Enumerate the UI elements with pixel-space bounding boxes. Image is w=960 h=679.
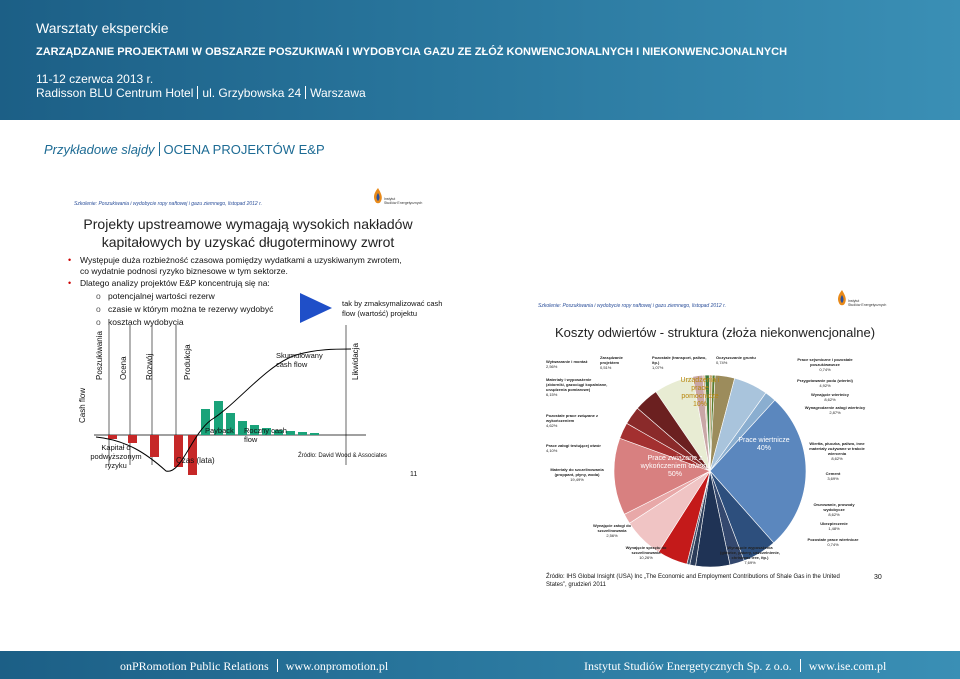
- cumulative-label: Skumulowany cash flow: [276, 351, 323, 369]
- payback-label: Payback: [205, 426, 234, 435]
- footer-left: [120, 659, 388, 674]
- pie-label: Materiały i wyposażenie (zbiorniki, gazociągi kopalniane, urządzenia pomiarowe) 6,15%: [546, 377, 608, 397]
- header-banner: [0, 0, 960, 120]
- pie-label: Cement 3,69%: [825, 471, 841, 481]
- pie-inner-label: Urządzenia i prace pomocnicze 10%: [680, 377, 720, 408]
- capital-label: Kapitał o podwyższonym ryzyku: [90, 443, 142, 470]
- sub-item-3: o kosztach wydobycia: [96, 317, 184, 327]
- cashflow-bar: [150, 435, 159, 457]
- footer-right-org: Instytut Studiów Energetycznych Sp. z o.o.: [584, 659, 792, 673]
- bullet-2-text: Dlatego analizy projektów E&P koncentrują się na:: [80, 278, 270, 288]
- y-axis-label: Cash flow: [78, 387, 87, 423]
- pie-label: Pozostałe prace wiertnicze 0,74%: [807, 537, 859, 547]
- phase-label: Rozwój: [145, 353, 154, 380]
- logo-line2: Studiów Energetycznych: [384, 201, 423, 205]
- pie-label: Wynajęcie wyposażenia (głowice, pakery, uszczelnienie, christmas tree, itp.) 7,69%: [720, 545, 780, 565]
- event-venue: [36, 86, 366, 100]
- slide-thumbnail-1[interactable]: [66, 185, 443, 480]
- logo-line2: Studiów Energetycznych: [848, 303, 887, 307]
- cashflow-bar: [310, 433, 319, 435]
- logo-line1: Instytut: [384, 197, 396, 201]
- annual-label: Roczny cash flow: [244, 426, 287, 444]
- slide1-course: Szkolenie: Poszukiwania i wydobycie ropy naftowej i gazu ziemnego, listopad 2012 r.: [74, 201, 262, 207]
- pie-label: Prace załogi testującej otwór 4,10%: [546, 443, 601, 453]
- footer-right-url[interactable]: www.ise.com.pl: [808, 659, 887, 673]
- pie-label: Przygotowanie podu (wiertni) 4,92%: [797, 378, 853, 388]
- arrow-icon: [298, 291, 334, 325]
- logo-line1: Instytut: [848, 299, 860, 303]
- cashflow-bar: [188, 435, 197, 475]
- sub-item-2: o czasie w którym można te rezerwy wydobyć: [96, 304, 274, 314]
- pie-label: Wynajęcie załogi do szczelinowania 2,56%: [593, 523, 631, 538]
- phase-label: Likwidacja: [351, 343, 360, 380]
- section-title: [44, 142, 325, 157]
- pie-label: Materiały do szczelinowania (proppant, płyny, woda) 19,49%: [550, 467, 604, 482]
- source-label: Źródło: IHS Global Insight (USA) Inc „The Economic and Employment Contributions of Shale Gas in the United States”, grudzień 2011: [546, 574, 840, 588]
- event-subtitle: ZARZĄDZANIE PROJEKTAMI W OBSZARZE POSZUKIWAŃ I WYDOBYCIA GAZU ZE ZŁÓŻ KONWENCJONALNYCH I NIEKONWENCJONALNYCH: [36, 46, 788, 58]
- divider: [277, 659, 278, 672]
- venue-hotel: Radisson BLU Centrum Hotel: [36, 86, 194, 100]
- bullet-1: [68, 255, 410, 277]
- slide2-course: Szkolenie: Poszukiwania i wydobycie ropy naftowej i gazu ziemnego, listopad 2012 r.: [538, 303, 726, 309]
- page-number: 11: [410, 471, 418, 478]
- flame-icon: [372, 187, 384, 205]
- pie-label: Wynajęcie sprzętu do szczelinowania 10,26%: [625, 545, 667, 560]
- slide-thumbnail-2[interactable]: [534, 285, 896, 603]
- phase-label: Ocena: [119, 356, 128, 380]
- bullet-1-text: Występuje duża rozbieżność czasowa pomiędzy wydatkami a uzyskiwanym zwrotem, co wydatnie podnosi ryzyko biznesowe w tym sektorze.: [80, 255, 402, 276]
- ise-logo: [836, 289, 887, 311]
- divider: [800, 659, 801, 672]
- phase-label: Produkcja: [183, 344, 192, 380]
- cashflow-bar: [128, 435, 137, 443]
- divider: [197, 86, 198, 99]
- event-title: Warsztaty eksperckie: [36, 20, 169, 36]
- pie-label: Orurowanie, prowody wydobycze 8,62%: [813, 502, 855, 517]
- pie-label: Pozostałe prace związane z wykończeniem 4,62%: [546, 413, 599, 428]
- slide2-title: Koszty odwiertów - struktura (złoża niekonwencjonalne): [554, 325, 876, 340]
- slide1-title: Projekty upstreamowe wymagają wysokich nakładów kapitałowych by uzyskać długoterminowy zwrot: [83, 216, 413, 250]
- sub-item-1: o potencjalnej wartości rezerw: [96, 291, 215, 301]
- arrow-text: tak by zmaksymalizować cash flow (wartość) projektu: [342, 299, 443, 318]
- pie-inner-label: Prace wiertnicze 40%: [738, 437, 790, 452]
- source-label: Źródło: David Wood & Associates: [298, 453, 387, 459]
- cashflow-bar: [108, 435, 117, 439]
- pie-label: Pozostałe (transport, paliwo, itp.) 1,07%: [652, 355, 707, 370]
- pie-label: Oczyszczanie gruntu 0,74%: [716, 355, 756, 365]
- bullet-dot: •: [68, 255, 72, 265]
- sub-item-3-text: kosztach wydobycia: [108, 317, 184, 327]
- pie-label: Wytwarzanie i montaż 2,56%: [546, 359, 588, 369]
- ise-logo: [372, 187, 423, 209]
- sub-item-1-text: potencjalnej wartości rezerw: [108, 291, 215, 301]
- x-axis-label: Czas (lata): [176, 456, 215, 465]
- pie-label: Ubezpieczenie 1,48%: [820, 521, 848, 531]
- flame-icon: [836, 289, 848, 307]
- footer-left-org: onPRomotion Public Relations: [120, 659, 269, 673]
- footer-left-url[interactable]: www.onpromotion.pl: [285, 659, 389, 673]
- venue-city: Warszawa: [310, 86, 366, 100]
- divider: [305, 86, 306, 99]
- cashflow-bar: [298, 432, 307, 435]
- phase-label: Poszukiwania: [95, 331, 104, 380]
- page-number: 30: [874, 574, 882, 581]
- pie-inner-label: Prace związane z wykończeniem otworu 50%: [640, 455, 710, 478]
- footer-right: [584, 659, 886, 674]
- pie-label: Zarządzanie projektem 0,51%: [600, 355, 623, 370]
- bullet-dot: •: [68, 278, 72, 288]
- pie-label: Wiertła, płuczka, paliwo, inne materiały zużywane w trakcie wiercenia 8,62%: [809, 441, 865, 461]
- section-prefix: Przykładowe slajdy: [44, 142, 155, 157]
- bullet-2: [68, 278, 410, 289]
- pie-label: Wynajęcie wiertnicy 8,62%: [811, 392, 849, 402]
- sub-item-2-text: czasie w którym można te rezerwy wydobyć: [108, 304, 274, 314]
- section-name: OCENA PROJEKTÓW E&P: [163, 142, 325, 157]
- pie-label: Prace sejsmiczne i pozostałe poszukiwawcze 0,74%: [797, 357, 853, 372]
- footer-banner: [0, 651, 960, 679]
- event-date: 11-12 czerwca 2013 r.: [36, 72, 154, 86]
- venue-street: ul. Grzybowska 24: [202, 86, 302, 100]
- pie-label: Wynagrodzenie załogi wiertnicy 2,87%: [804, 405, 866, 415]
- divider: [159, 142, 160, 156]
